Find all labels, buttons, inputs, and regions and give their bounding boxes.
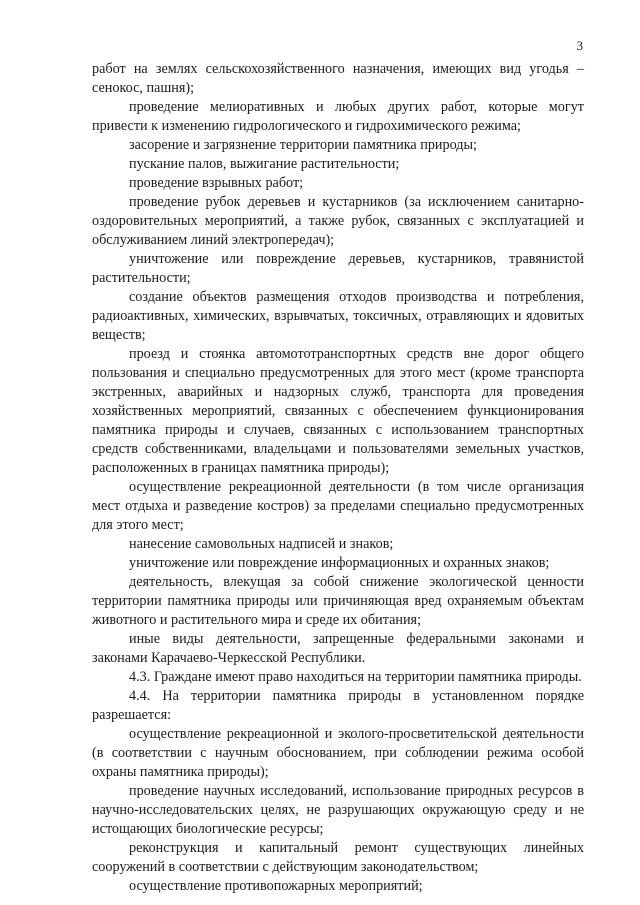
paragraph: реконструкция и капитальный ремонт существующих линейных сооружений в соответствии с действующим законодательством; <box>92 840 584 875</box>
paragraph: 4.3. Граждане имеют право находиться на территории памятника природы. <box>129 669 582 685</box>
paragraph: иные виды деятельности, запрещенные федеральными законами и законами Карачаево-Черкесской Республики. <box>92 631 584 666</box>
paragraph: проведение взрывных работ; <box>129 175 304 191</box>
paragraph: 4.4. На территории памятника природы в установленном порядке разрешается: <box>92 688 584 723</box>
paragraph: проведение мелиоративных и любых других работ, которые могут привести к изменению гидрологического и гидрохимического режима; <box>92 99 584 134</box>
paragraph: засорение и загрязнение территории памятника природы; <box>129 137 477 153</box>
paragraph: осуществление рекреационной и эколого-просветительской деятельности (в соответствии с научным обоснованием, при соблюдении режима особой охраны памятника природы); <box>92 726 584 780</box>
paragraph: работ на землях сельскохозяйственного назначения, имеющих вид угодья – сенокос, пашня); <box>92 61 584 96</box>
paragraph: проведение рубок деревьев и кустарников (за исключением санитарно-оздоровительных мероприятий, а также рубок, связанных с эксплуатацией и обслуживанием линий электропередач); <box>92 194 584 248</box>
page-number: 3 <box>576 38 583 53</box>
paragraph: уничтожение или повреждение деревьев, кустарников, травянистой растительности; <box>92 251 584 286</box>
paragraph: пускание палов, выжигание растительности; <box>129 156 400 172</box>
paragraph: нанесение самовольных надписей и знаков; <box>129 536 394 552</box>
document-body <box>92 60 584 896</box>
paragraph: проезд и стоянка автомототранспортных средств вне дорог общего пользования и специально предусмотренных для этого мест (кроме транспорта экстренных, аварийных и надзорных служб, транспорта для проведения хозяйственных мероприятий, связанных с обеспечением функционирования памятника природы и случаев, связанных с использованием транспортных средств собственниками, владельцами и пользователями земельных участков, расположенных в границах памятника природы); <box>92 346 584 476</box>
paragraph: осуществление противопожарных мероприятий; <box>129 878 423 894</box>
paragraph: проведение научных исследований, использование природных ресурсов в научно-исследовательских целях, не разрушающих окружающую среду и не истощающих биологические ресурсы; <box>92 783 584 837</box>
paragraph: деятельность, влекущая за собой снижение экологической ценности территории памятника природы или причиняющая вред охраняемым объектам животного и растительного мира и среде их обитания; <box>92 574 584 628</box>
paragraph: создание объектов размещения отходов производства и потребления, радиоактивных, химических, взрывчатых, токсичных, отравляющих и ядовитых веществ; <box>92 289 584 343</box>
paragraph: осуществление рекреационной деятельности (в том числе организация мест отдыха и разведение костров) за пределами специально предусмотренных для этого мест; <box>92 479 584 533</box>
paragraph: уничтожение или повреждение информационных и охранных знаков; <box>129 555 550 571</box>
